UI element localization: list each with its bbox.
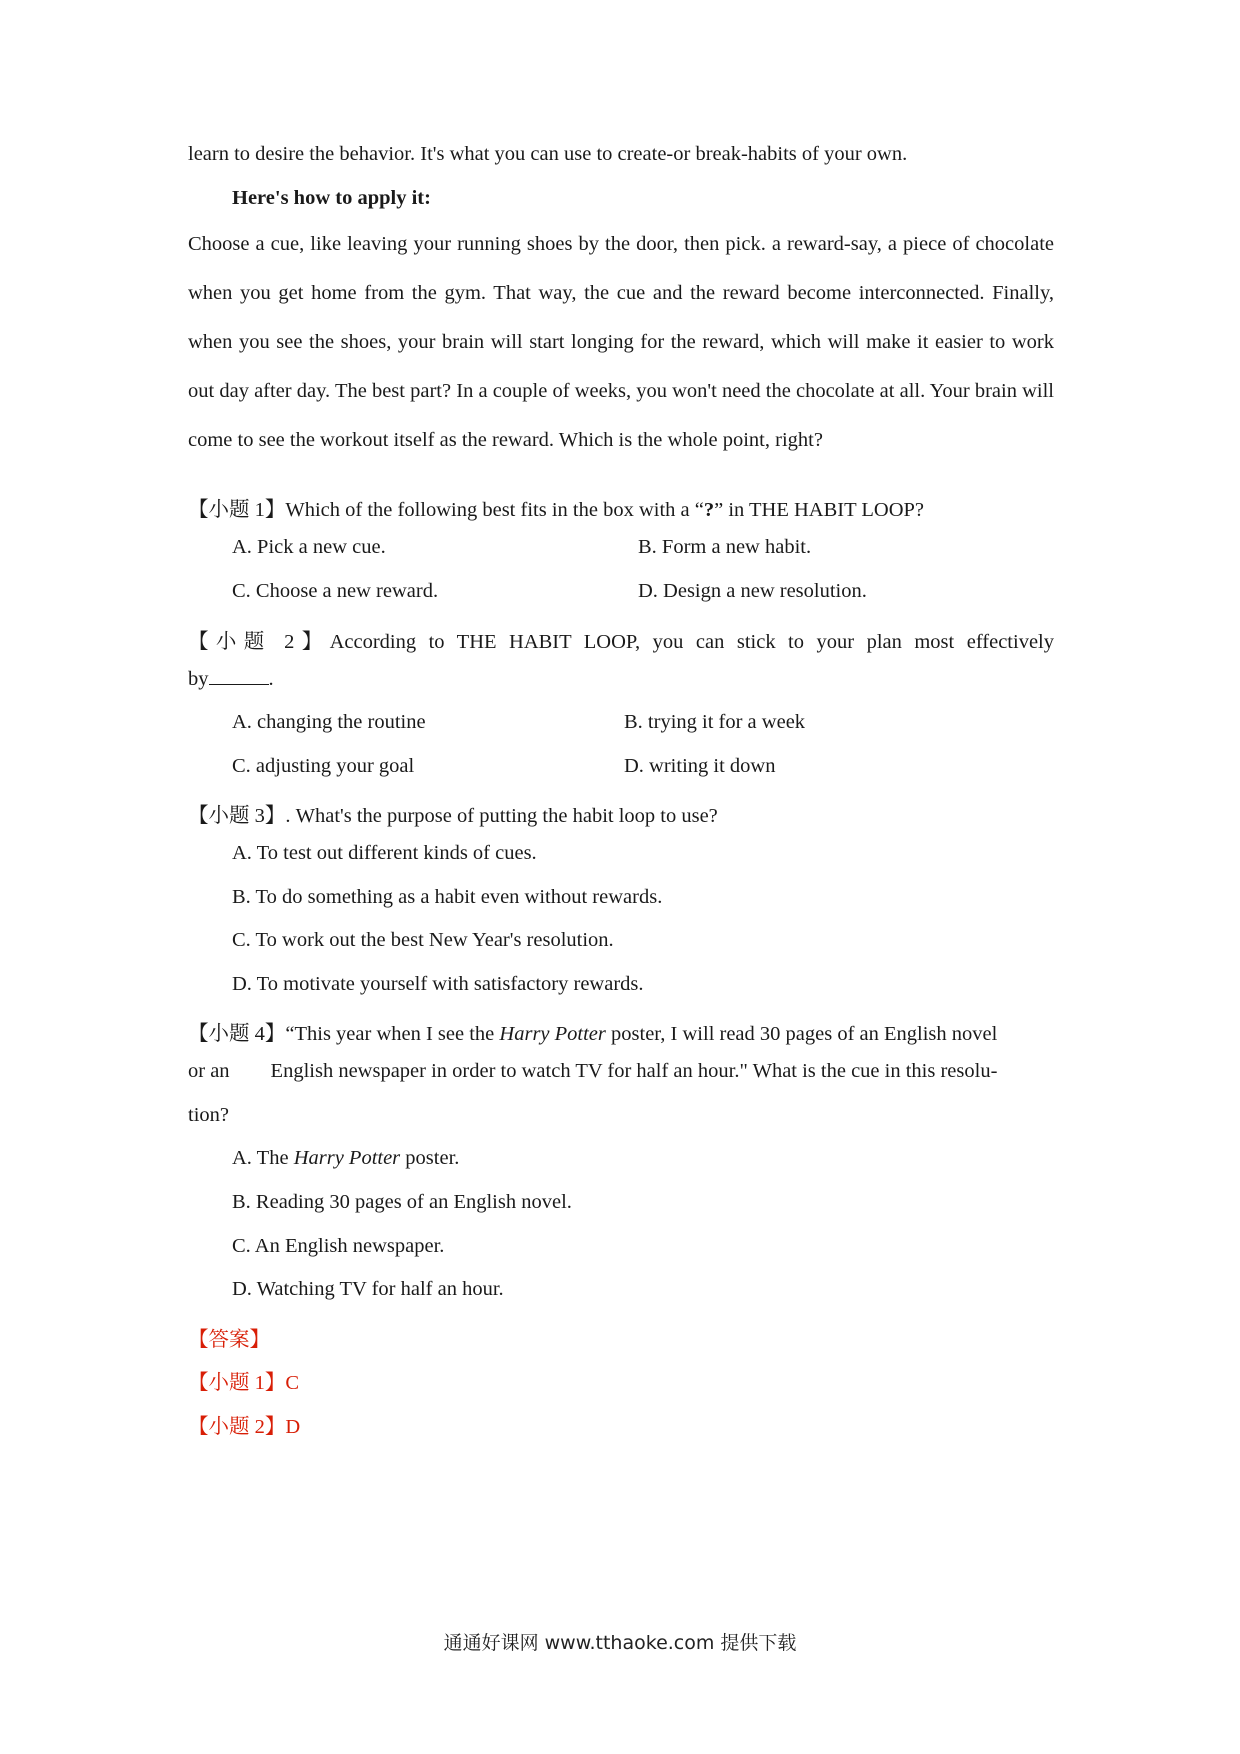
question-4	[188, 1016, 997, 1046]
option-c: C. adjusting your goal	[232, 755, 415, 777]
option-d: D. writing it down	[624, 755, 776, 777]
question-text: by	[188, 668, 209, 690]
option-d: D. Watching TV for half an hour.	[232, 1278, 504, 1300]
option-b: B. trying it for a week	[624, 711, 806, 733]
question-text: “This year when I see the	[285, 1023, 500, 1045]
page-footer: 通通好课网 www.tthaoke.com 提供下载	[443, 1632, 797, 1654]
option-text: poster.	[400, 1147, 460, 1169]
option-b: B. To do something as a habit even without rewards.	[232, 886, 663, 908]
question-text: . What's the purpose of putting the habit loop to use?	[285, 805, 718, 827]
option-d: D. To motivate yourself with satisfactory rewards.	[232, 973, 644, 995]
question-1	[188, 492, 924, 522]
question-text: According to THE HABIT LOOP, you can stick to your plan most effectively	[329, 631, 1054, 653]
answer-2: 【小题 2】D	[188, 1416, 301, 1438]
question-text: .	[268, 668, 274, 690]
book-title: Harry Potter	[499, 1023, 606, 1045]
question-mark-symbol: ?	[703, 499, 715, 521]
option-a: A. changing the routine	[232, 711, 426, 733]
option-b: B. Reading 30 pages of an English novel.	[232, 1191, 572, 1213]
answer-heading: 【答案】	[188, 1329, 270, 1351]
option-a	[232, 1147, 459, 1170]
question-3	[188, 798, 718, 828]
question-2	[188, 624, 1054, 654]
question-2-cont	[188, 668, 274, 691]
option-c: C. An English newspaper.	[232, 1235, 445, 1257]
option-a: A. To test out different kinds of cues.	[232, 842, 537, 864]
passage-line: learn to desire the behavior. It's what you can use to create-or break-habits of your own.	[188, 143, 908, 165]
option-c: C. To work out the best New Year's resolution.	[232, 929, 614, 951]
question-tag: 【小题 4】	[188, 1023, 286, 1045]
question-tag: 【小题 3】	[188, 805, 286, 827]
answer-blank	[209, 683, 269, 685]
question-4-cont: tion?	[188, 1104, 229, 1126]
question-4-cont: or an English newspaper in order to watch TV for half an hour." What is the cue in this resolu-	[188, 1060, 998, 1082]
option-d: D. Design a new resolution.	[638, 580, 867, 602]
answer-1: 【小题 1】C	[188, 1372, 300, 1394]
passage-paragraph: Choose a cue, like leaving your running shoes by the door, then pick. a reward-say, a piece of chocolate when you get home from the gym. That way, the cue and the reward become interconnected. Finally, when you see the shoes, your brain will start longing for the reward, which will make it easier to work out day after day. The best part? In a couple of weeks, you won't need the chocolate at all. Your brain will come to see the workout itself as the reward. Which is the whole point, right?	[188, 233, 1054, 451]
question-text: ” in THE HABIT LOOP?	[714, 499, 925, 521]
option-c: C. Choose a new reward.	[232, 580, 439, 602]
question-tag: 【小题 2】	[188, 631, 330, 653]
question-text: Which of the following best fits in the box with a “	[285, 499, 704, 521]
option-a: A. Pick a new cue.	[232, 536, 386, 558]
option-text: A. The	[232, 1147, 294, 1169]
section-heading: Here's how to apply it:	[232, 187, 431, 209]
question-tag: 【小题 1】	[188, 499, 286, 521]
question-text: poster, I will read 30 pages of an English novel	[605, 1023, 998, 1045]
option-b: B. Form a new habit.	[638, 536, 812, 558]
book-title: Harry Potter	[293, 1147, 401, 1169]
